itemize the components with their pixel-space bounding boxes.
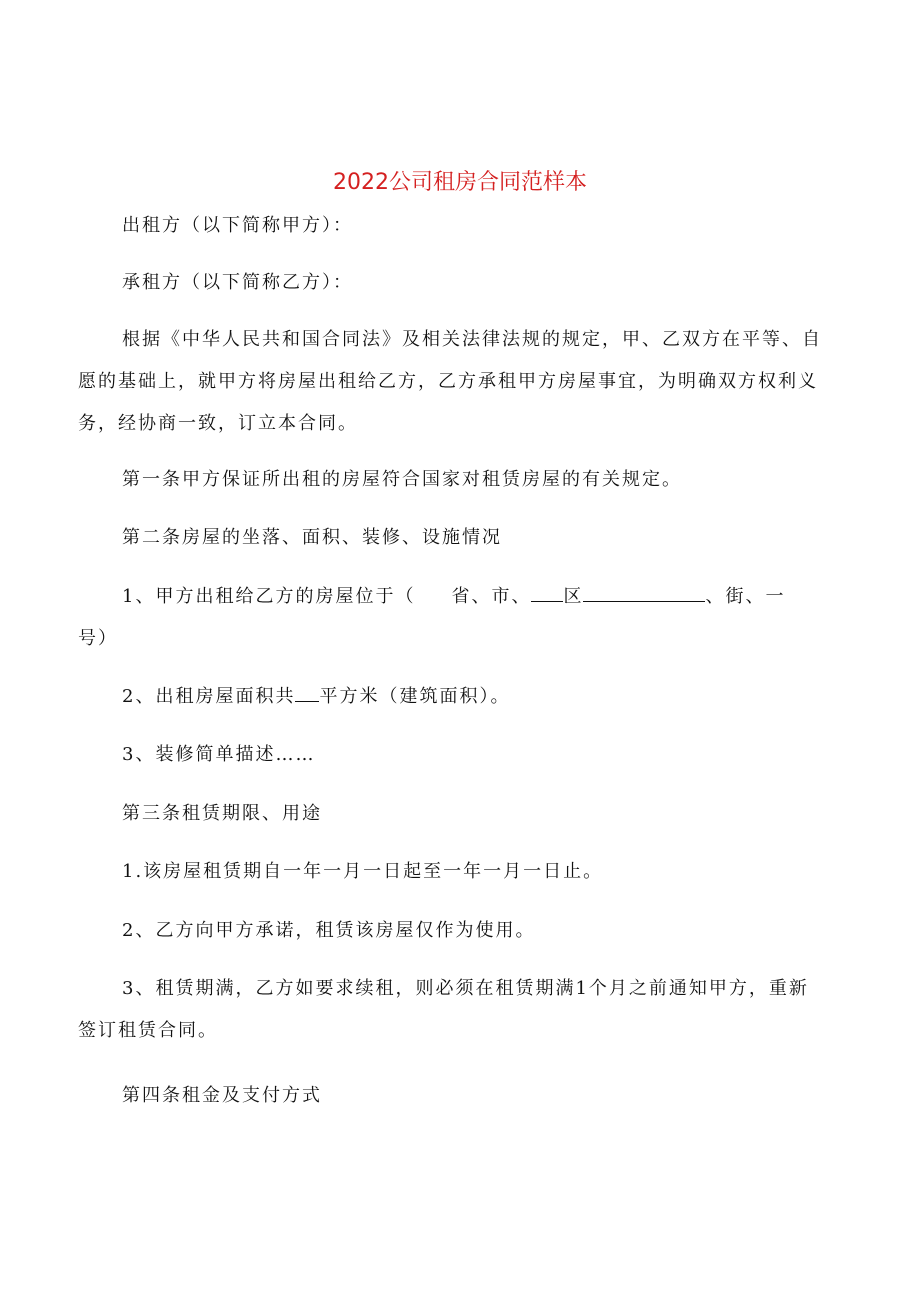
location-number: 号） [78, 628, 118, 649]
article-3-heading: 第三条租赁期限、用途 [122, 803, 322, 824]
area-suffix: 平方米（建筑面积）。 [319, 686, 511, 707]
article-3-item-3 [78, 968, 832, 1052]
preamble-line-3: 务，经协商一致，订立本合同。 [78, 413, 358, 434]
article-3-item-3-line-1: 3、租赁期满，乙方如要求续租，则必须在租赁期满1个月之前通知甲方，重新 [122, 978, 809, 999]
area-prefix: 2、出租房屋面积共 [122, 686, 296, 707]
location-district: 区 [563, 586, 584, 607]
lessee-line: 承租方（以下简称乙方）： [122, 272, 353, 293]
article-2-item-1 [78, 576, 832, 660]
document-title: 2022公司租房合同范样本 [333, 170, 587, 195]
street-blank [583, 581, 705, 602]
article-3-item-2: 2、乙方向甲方承诺，租赁该房屋仅作为使用。 [122, 920, 536, 941]
article-3-item-1: 1.该房屋租赁期自一年一月一日起至一年一月一日止。 [122, 861, 604, 882]
district-blank [531, 581, 563, 602]
preamble-paragraph [78, 319, 832, 445]
location-prefix: 1、甲方出租给乙方的房屋位于（ [122, 586, 416, 607]
preamble-line-2: 愿的基础上，就甲方将房屋出租给乙方，乙方承租甲方房屋事宜，为明确双方权利义 [78, 371, 818, 392]
article-2-item-3: 3、装修简单描述…… [122, 744, 316, 765]
preamble-line-1: 根据《中华人民共和国合同法》及相关法律法规的规定，甲、乙双方在平等、自 [122, 329, 822, 350]
article-2-heading: 第二条房屋的坐落、面积、装修、设施情况 [122, 527, 502, 548]
location-street: 、街、一 [705, 586, 786, 607]
article-4-heading: 第四条租金及支付方式 [122, 1085, 322, 1106]
article-2-item-1-line-1 [78, 576, 832, 618]
article-3-item-3-line-2: 签订租赁合同。 [78, 1020, 218, 1041]
article-1: 第一条甲方保证所出租的房屋符合国家对租赁房屋的有关规定。 [122, 469, 682, 490]
area-blank [295, 681, 319, 702]
location-province-city: 省、市、 [451, 586, 532, 607]
article-2-item-2 [78, 676, 832, 718]
lessor-line: 出租方（以下简称甲方）： [122, 215, 353, 236]
